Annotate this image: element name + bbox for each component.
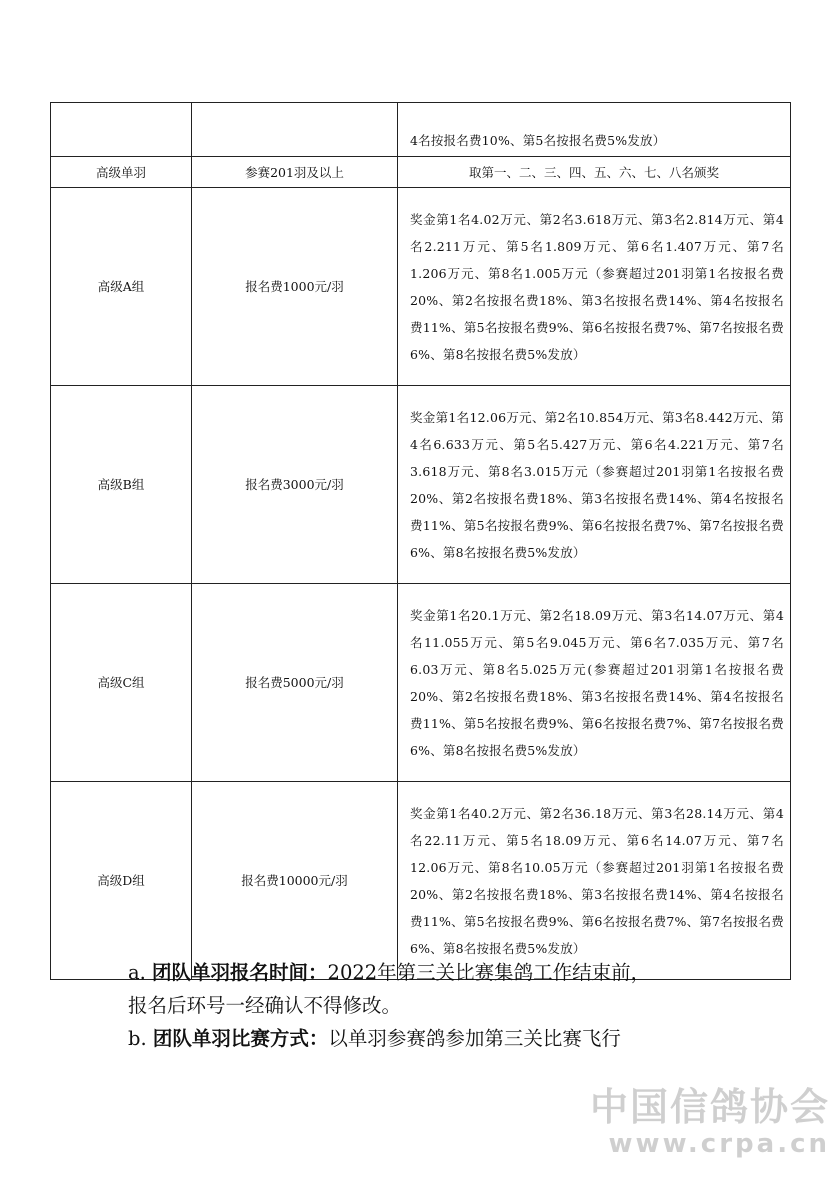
group-name: 高级A组 xyxy=(51,188,192,386)
table-header-row xyxy=(51,157,791,188)
rule-b-text: 以单羽参赛鸽参加第三关比赛飞行 xyxy=(328,1027,621,1050)
watermark-title: 中国信鸽协会 xyxy=(590,1085,831,1129)
cell-top-col1 xyxy=(51,103,192,157)
cell-top-col2 xyxy=(192,103,398,157)
cell-top-text: 4名按报名费10%、第5名按报名费5%发放） xyxy=(410,133,666,148)
group-name: 高级B组 xyxy=(51,386,192,584)
entry-fee: 报名费10000元/羽 xyxy=(192,782,398,980)
table-row xyxy=(51,782,791,980)
prize-text: 奖金第1名12.06万元、第2名10.854万元、第3名8.442万元、第4名6.633万元、第5名5.427万元、第6名4.221万元、第7名3.618万元、第8名3.015万元（参赛超过201羽第1名按报名费20%、第2名按报名费18%、第3名按报名费14%、第4名按报名费11%、第5名按报名费9%、第6名按报名费7%、第7名按报名费6%、第8名按报名费5%发放） xyxy=(410,409,784,560)
prize-text: 奖金第1名20.1万元、第2名18.09万元、第3名14.07万元、第4名11.055万元、第5名9.045万元、第6名7.035万元、第7名6.03万元、第8名5.025万元(参赛超过201羽第1名按报名费20%、第2名按报名费18%、第3名按报名费14%、第4名按报名费11%、第5名按报名费9%、第6名按报名费7%、第7名按报名费6%、第8名按报名费5%发放） xyxy=(410,607,784,758)
prize-description xyxy=(398,584,791,782)
watermark-url: www.crpa.cn xyxy=(608,1129,830,1159)
entry-fee: 报名费1000元/羽 xyxy=(192,188,398,386)
rule-b-marker: b. xyxy=(128,1027,147,1050)
prize-description xyxy=(398,188,791,386)
prize-text: 奖金第1名40.2万元、第2名36.18万元、第3名28.14万元、第4名22.11万元、第5名18.09万元、第6名14.07万元、第7名12.06万元、第8名10.05万元（参赛超过201羽第1名按报名费20%、第2名按报名费18%、第3名按报名费14%、第4名按报名费11%、第5名按报名费9%、第6名按报名费7%、第7名按报名费6%、第8名按报名费5%发放） xyxy=(410,805,784,956)
rule-b-key: 团队单羽比赛方式： xyxy=(152,1027,329,1050)
rule-a-text: 2022年第三关比赛集鸽工作结束前， xyxy=(327,961,651,984)
rule-a xyxy=(128,956,768,989)
rule-a-marker: a. xyxy=(128,961,146,984)
rule-b xyxy=(128,1022,768,1055)
table-row xyxy=(51,188,791,386)
entry-fee: 报名费3000元/羽 xyxy=(192,386,398,584)
cell-top-col3 xyxy=(398,103,791,157)
table-row xyxy=(51,584,791,782)
rules-list xyxy=(128,956,768,1055)
table-row-top xyxy=(51,103,791,157)
watermark xyxy=(590,1085,830,1159)
group-name: 高级C组 xyxy=(51,584,192,782)
rule-a-continuation: 报名后环号一经确认不得修改。 xyxy=(128,994,402,1017)
header-entries: 参赛201羽及以上 xyxy=(192,157,398,188)
rule-a-key: 团队单羽报名时间： xyxy=(152,961,328,984)
prize-table xyxy=(50,102,791,980)
prize-description xyxy=(398,782,791,980)
header-category: 高级单羽 xyxy=(51,157,192,188)
prize-description xyxy=(398,386,791,584)
prize-text: 奖金第1名4.02万元、第2名3.618万元、第3名2.814万元、第4名2.211万元、第5名1.809万元、第6名1.407万元、第7名1.206万元、第8名1.005万元（参赛超过201羽第1名按报名费20%、第2名按报名费18%、第3名按报名费14%、第4名按报名费11%、第5名按报名费9%、第6名按报名费7%、第7名按报名费6%、第8名按报名费5%发放） xyxy=(410,211,784,362)
table-row xyxy=(51,386,791,584)
header-awards: 取第一、二、三、四、五、六、七、八名颁奖 xyxy=(398,157,791,188)
entry-fee: 报名费5000元/羽 xyxy=(192,584,398,782)
group-name: 高级D组 xyxy=(51,782,192,980)
